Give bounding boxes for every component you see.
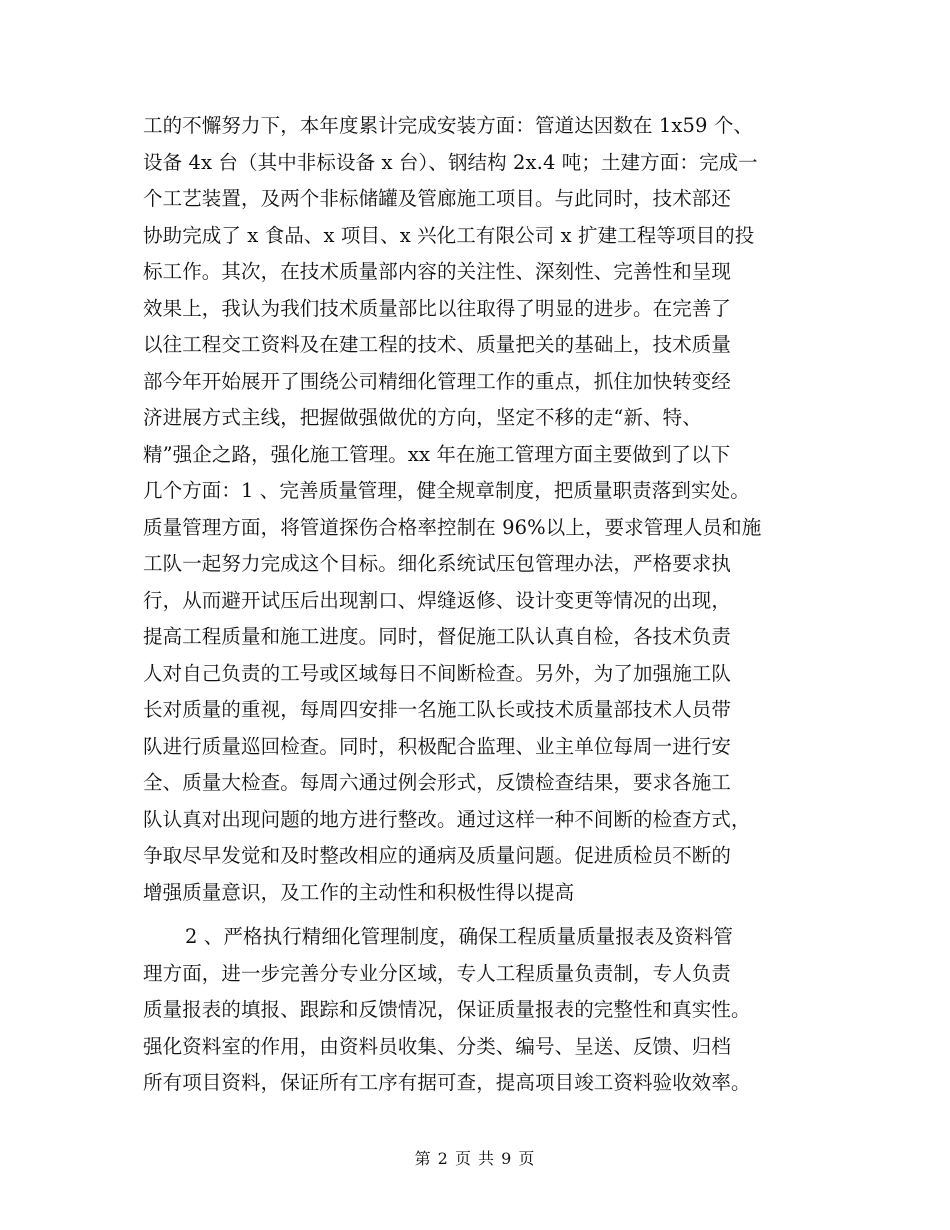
text-line: 几个方面：1 、完善质量管理，健全规章制度，把质量职责落到实处。 <box>143 479 750 502</box>
text-line: 部今年开始展开了围绕公司精细化管理工作的重点，抓住加快转变经 <box>143 369 732 393</box>
text-line: 2 、严格执行精细化管理制度，确保工程质量质量报表及资料管 <box>185 925 734 948</box>
text-line: 精”强企之路，强化施工管理。xx 年在施工管理方面主要做到了以下 <box>143 442 731 466</box>
page-number-footer: 第 2 页 共 9 页 <box>414 1149 536 1168</box>
text-line: 工的不懈努力下，本年度累计完成安装方面：管道达因数在 1x59 个、 <box>143 114 754 137</box>
text-line: 协助完成了 x 食品、x 项目、x 兴化工有限公司 x 扩建工程等项目的投 <box>143 223 755 247</box>
text-line: 提高工程质量和施工进度。同时，督促施工队认真自检，各技术负责 <box>143 625 732 648</box>
text-line: 争取尽早发觉和及时整改相应的通病及质量问题。促进质检员不断的 <box>143 844 732 867</box>
text-line: 长对质量的重视，每周四安排一名施工队长或技术质量部技术人员带 <box>143 698 732 721</box>
body-text <box>143 108 815 1102</box>
text-line: 质量报表的填报、跟踪和反馈情况，保证质量报表的完整性和真实性。 <box>143 998 751 1021</box>
text-line: 增强质量意识，及工作的主动性和积极性得以提高 <box>143 880 575 904</box>
text-line: 个工艺装置，及两个非标储罐及管廊施工项目。与此同时，技术部还 <box>143 187 732 210</box>
text-line: 工队一起努力完成这个目标。细化系统试压包管理办法，严格要求执 <box>143 552 732 575</box>
text-line: 行，从而避开试压后出现割口、焊缝返修、设计变更等情况的出现， <box>143 588 732 612</box>
text-line: 标工作。其次，在技术质量部内容的关注性、深刻性、完善性和呈现 <box>143 260 732 283</box>
text-line: 人对自己负责的工号或区域每日不间断检查。另外，为了加强施工队 <box>143 661 732 685</box>
text-line: 队进行质量巡回检查。同时，积极配合监理、业主单位每周一进行安 <box>143 734 732 758</box>
paragraph-spacing <box>143 911 815 919</box>
text-line: 质量管理方面，将管道探伤合格率控制在 96%以上，要求管理人员和施 <box>143 515 762 539</box>
text-line: 设备 4x 台（其中非标设备 x 台）、钢结构 2x.4 吨；土建方面：完成一 <box>143 150 758 174</box>
text-line: 强化资料室的作用，由资料员收集、分类、编号、呈送、反馈、归档 <box>143 1034 732 1058</box>
text-line: 济进展方式主线，把握做强做优的方向，坚定不移的走“新、特、 <box>143 406 702 429</box>
text-line: 所有项目资料，保证所有工序有据可查，提高项目竣工资料验收效率。 <box>143 1071 751 1094</box>
text-line: 以往工程交工资料及在建工程的技术、质量把关的基础上，技术质量 <box>143 333 732 356</box>
paragraph-2 <box>143 919 815 1102</box>
text-line: 效果上，我认为我们技术质量部比以往取得了明显的进步。在完善了 <box>143 296 732 320</box>
text-line: 队认真对出现问题的地方进行整改。通过这样一种不间断的检查方式， <box>143 807 751 831</box>
text-line: 全、质量大检查。每周六通过例会形式，反馈检查结果，要求各施工 <box>143 771 732 794</box>
text-line: 理方面，进一步完善分专业分区域，专人工程质量负责制，专人负责 <box>143 961 732 985</box>
paragraph-1 <box>143 108 815 911</box>
